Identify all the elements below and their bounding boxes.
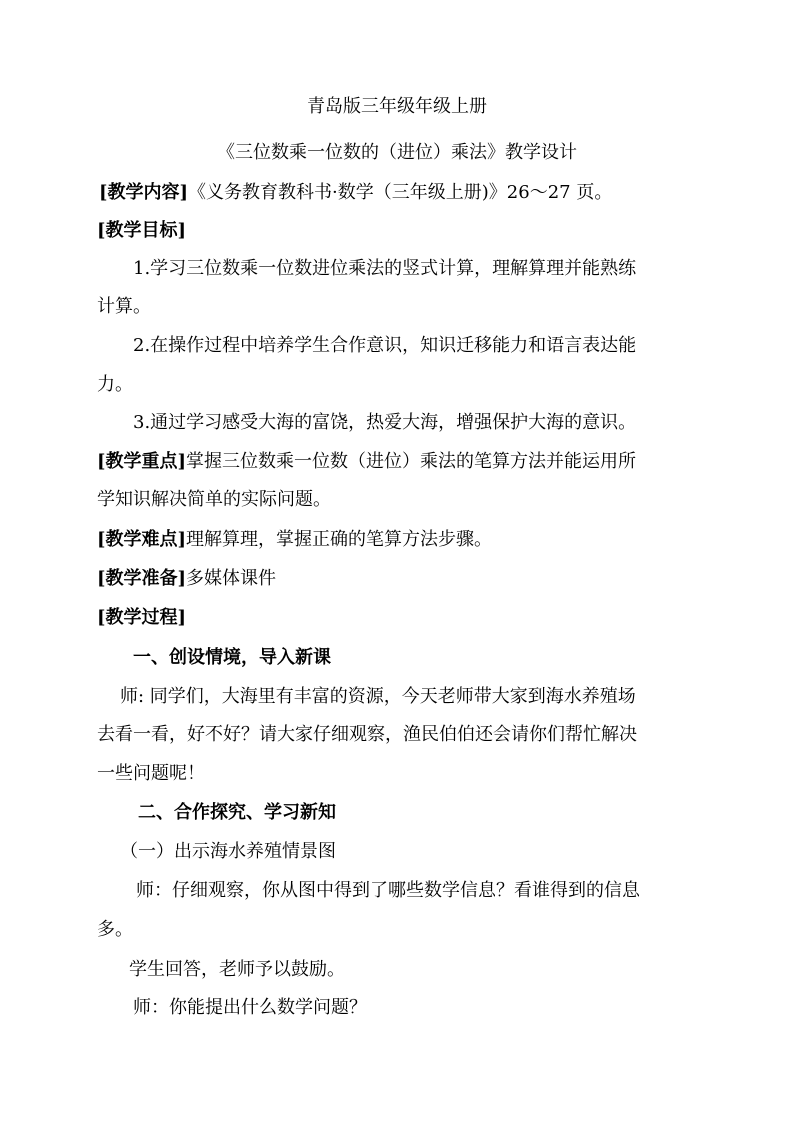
process-label: [教学过程]: [97, 607, 187, 628]
section-2-title: 二、合作探究、学习新知: [138, 802, 336, 823]
doc-title-grade: 青岛版三年级年级上册: [307, 96, 487, 117]
teaching-content-text: 《义务教育教科书·数学（三年级上册)》26～27 页。: [188, 182, 613, 203]
difficulties-text: 理解算理，掌握正确的笔算方法步骤。: [186, 529, 493, 550]
preparation-text: 多媒体课件: [186, 568, 277, 589]
objective-1-line-1: 1.学习三位数乘一位数进位乘法的竖式计算，理解算理并能熟练: [133, 258, 637, 279]
objective-2-line-2: 力。: [97, 374, 133, 395]
section-1-para-line-3: 一些问题呢！: [97, 763, 205, 784]
key-points-text-2: 学知识解决简单的实际问题。: [97, 489, 331, 510]
section-1-title: 一、创设情境，导入新课: [133, 647, 331, 668]
difficulties: [97, 528, 492, 552]
objective-2-line-1: 2.在操作过程中培养学生合作意识，知识迁移能力和语言表达能: [133, 335, 637, 356]
preparation: [97, 567, 276, 591]
key-points-label: [教学重点]: [97, 451, 187, 472]
subsection-1-para-1-line-2: 多。: [97, 919, 133, 940]
difficulties-label: [教学难点]: [97, 529, 187, 550]
key-points: [97, 450, 636, 474]
preparation-label: [教学准备]: [97, 568, 187, 589]
teaching-content-label: [教学内容]: [99, 182, 189, 203]
subsection-1-para-2: 学生回答，老师予以鼓励。: [129, 959, 345, 980]
objective-1-line-2: 计算。: [97, 296, 151, 317]
doc-title-lesson: 《三位数乘一位数的（进位）乘法》教学设计: [217, 142, 577, 163]
subsection-1-para-3: 师：你能提出什么数学问题？: [133, 997, 367, 1018]
objectives-label: [教学目标]: [97, 220, 187, 241]
section-1-para-line-2: 去看一看，好不好？请大家仔细观察，渔民伯伯还会请你们帮忙解决: [97, 724, 637, 745]
subsection-1-para-1-line-1: 师：仔细观察，你从图中得到了哪些数学信息？看谁得到的信息: [136, 880, 640, 901]
teaching-content: [99, 181, 612, 205]
section-1-para-line-1: 师: 同学们，大海里有丰富的资源，今天老师带大家到海水养殖场: [120, 686, 636, 707]
key-points-text-1: 掌握三位数乘一位数（进位）乘法的笔算方法并能运用所: [186, 451, 637, 472]
objective-3: 3.通过学习感受大海的富饶，热爱大海，增强保护大海的意识。: [133, 412, 637, 433]
subsection-1-title: （一）出示海水养殖情景图: [120, 841, 336, 862]
